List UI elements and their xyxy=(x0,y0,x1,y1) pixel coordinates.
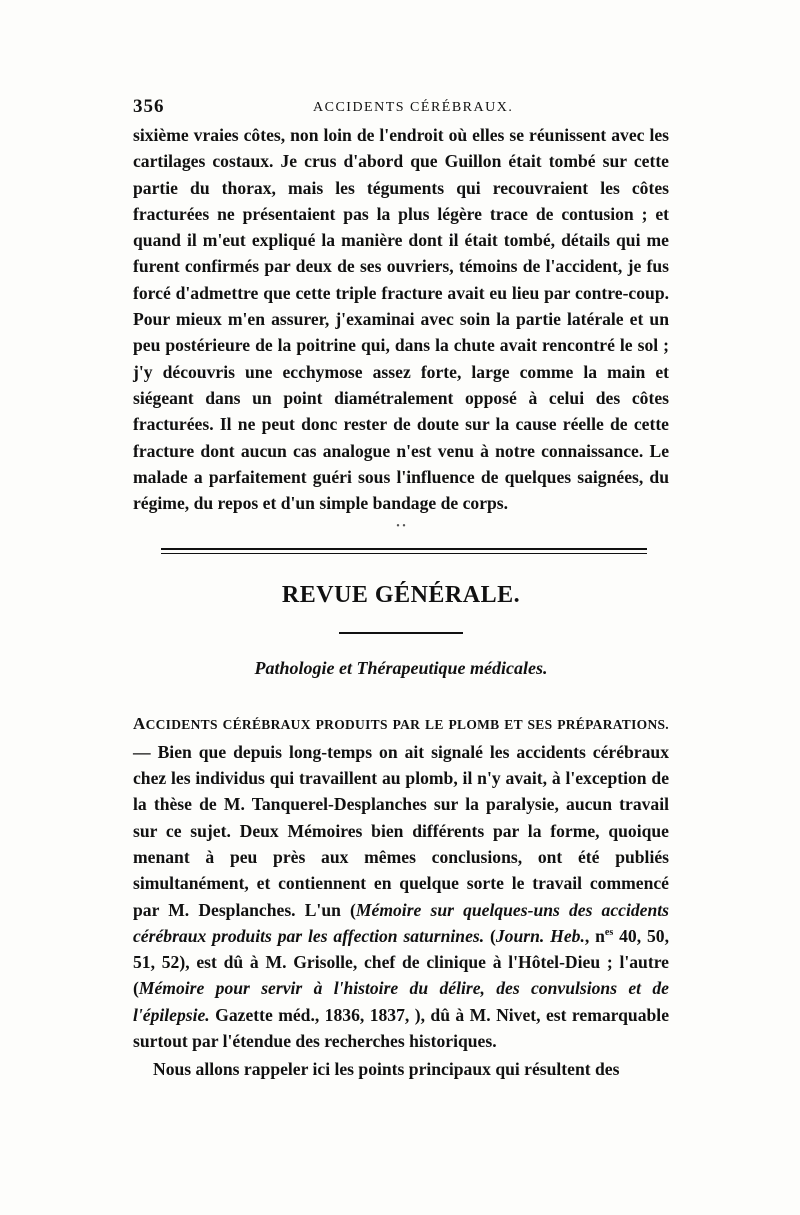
article-superscript: es xyxy=(604,926,614,938)
double-rule-divider xyxy=(161,548,647,554)
short-rule-divider xyxy=(339,632,463,634)
article-text-2: ( xyxy=(484,925,496,946)
article-paragraph-2: Nous allons rappeler ici les points principaux qui résultent des xyxy=(153,1059,620,1080)
book-page xyxy=(133,92,669,1083)
article-text-4: 40, 50, 51, 52), est dû à M. Grisolle, chef de clinique à l'Hôtel-Dieu ; l'autre ( xyxy=(133,925,669,999)
ornament-dots: • • xyxy=(396,521,406,533)
running-head xyxy=(133,92,669,122)
running-title: ACCIDENTS CÉRÉBRAUX. xyxy=(313,100,514,115)
article-text-1: — Bien que depuis long-temps on ait signalé les accidents cérébraux chez les individus qui travaillent au plomb, il n'y avait, à l'exception de la thèse de M. Tanquerel-Desplanches sur la paralysie, aucun travail sur ce sujet. Deux Mémoires bien différents par la forme, quoique menant à peu près aux mêmes conclusions, ont été publiés simultanément, et contiennent en quelque sorte le travail commencé par M. Desplanches. L'un ( xyxy=(133,741,669,920)
subsection-title: Pathologie et Thérapeutique médicales. xyxy=(254,658,548,679)
article-text-5: Gazette méd., 1836, 1837, ), dû à M. Nivet, est remarquable surtout par l'étendue des recherches historiques. xyxy=(133,1004,669,1052)
article-italic-3: Mémoire pour servir à l'histoire du délire, des convulsions et de l'épilepsie. xyxy=(133,978,669,1025)
article-italic-1: Mémoire sur quelques-uns des accidents cérébraux produits par les affection saturnines. xyxy=(133,899,669,946)
article xyxy=(133,710,669,1082)
article-paragraph-1 xyxy=(133,710,669,1054)
article-text-3: , n xyxy=(584,925,605,946)
article-heading-rest: CCIDENTS CÉRÉBRAUX PRODUITS PAR LE PLOMB ET SES PRÉPARATIONS. xyxy=(145,717,669,733)
article-heading xyxy=(133,714,669,734)
article-italic-2: Journ. Heb. xyxy=(495,925,585,946)
opening-paragraph: sixième vraies côtes, non loin de l'endroit où elles se réunissent avec les cartilages costaux. Je crus d'abord que Guillon était tombé sur cette partie du thorax, mais les téguments qui recouvraient les côtes fracturées ne présentaient pas la plus légère trace de contusion ; et quand il m'eut expliqué la manière dont il était tombé, détails qui me furent confirmés par deux de ses ouvriers, témoins de l'accident, je fus forcé d'admettre que cette triple fracture avait eu lieu par contre-coup. Pour mieux m'en assurer, j'examinai avec soin la partie latérale et un peu postérieure de la poitrine qui, dans la chute avait rencontré le sol ; j'y découvris une ecchymose assez forte, large comme la main et siégeant dans un point diamétralement opposé à celui des côtes fracturées. Il ne peut donc rester de doute sur la cause réelle de cette fracture dont aucun cas analogue n'est venu à notre connaissance. Le malade a parfaitement guéri sous l'influence de quelques saignées, du régime, du repos et d'un simple bandage de corps. xyxy=(133,125,669,514)
article-heading-initial: A xyxy=(133,714,146,734)
section-title: REVUE GÉNÉRALE. xyxy=(281,582,521,609)
page-number: 356 xyxy=(133,96,165,117)
